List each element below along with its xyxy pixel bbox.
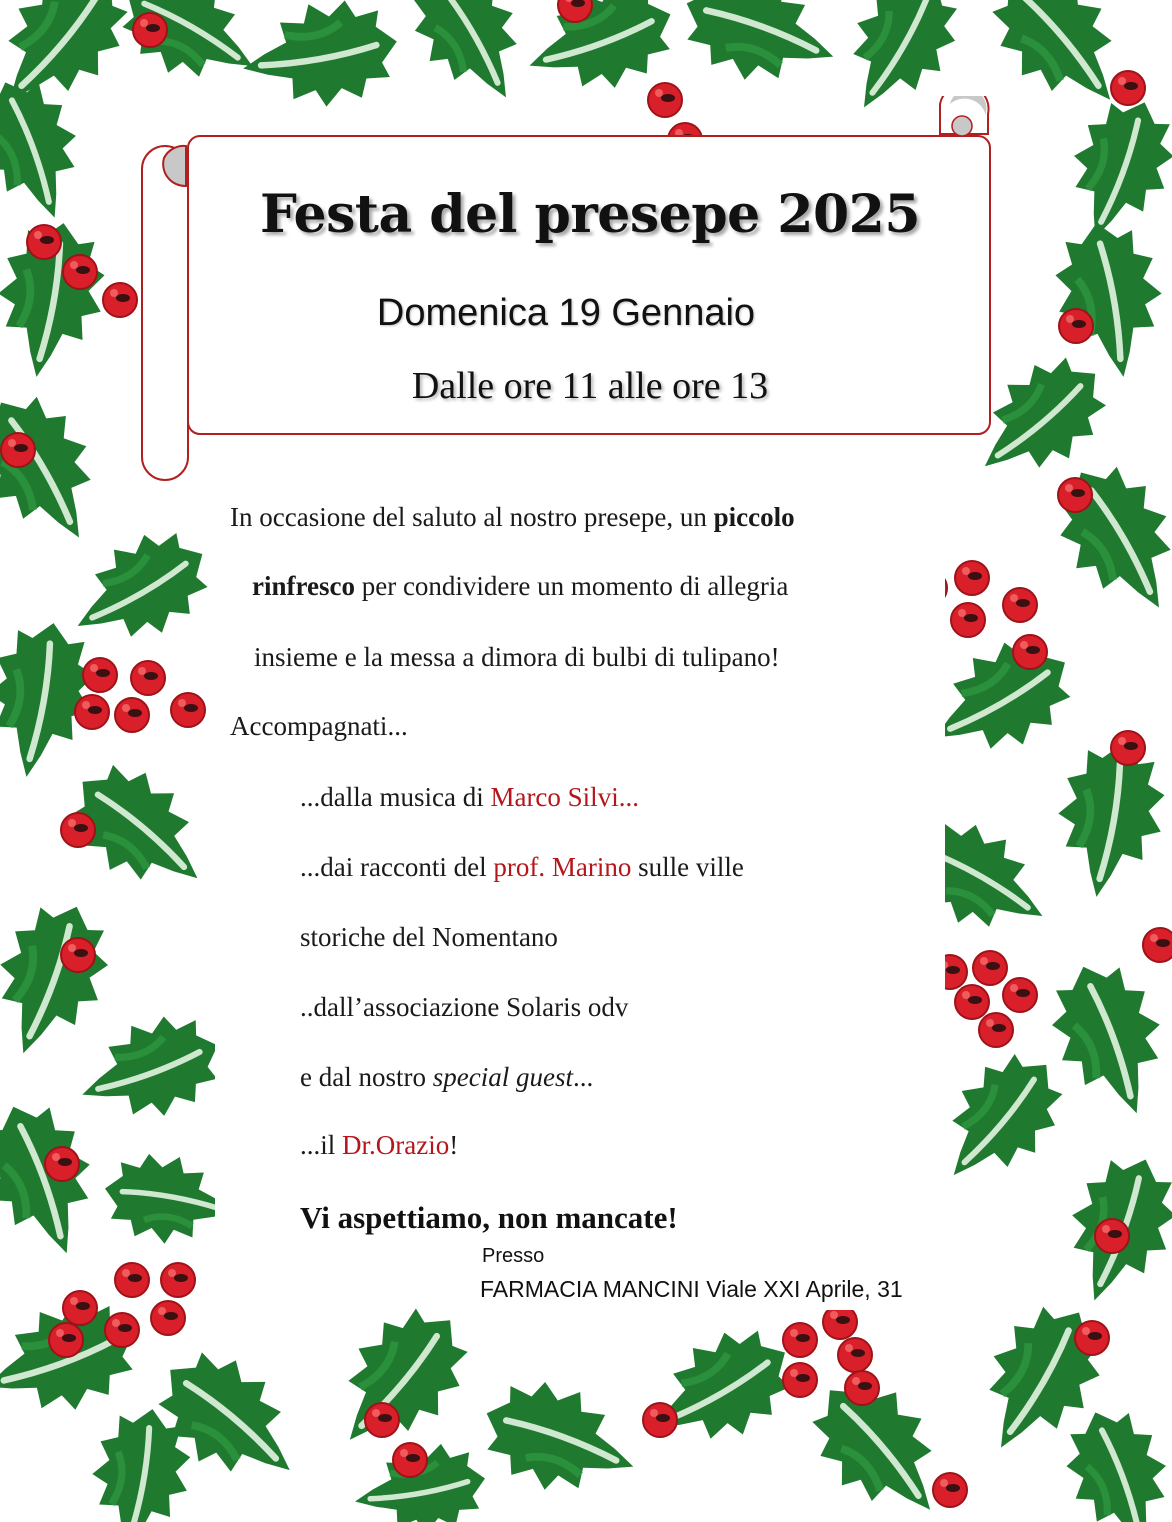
doctor-line bbox=[300, 1128, 458, 1162]
tales-text: storiche del Nomentano bbox=[300, 922, 558, 952]
tales-text: ...dai racconti del bbox=[300, 852, 494, 882]
intro-line-1 bbox=[230, 500, 795, 534]
guest-name: Dr.Orazio bbox=[342, 1130, 450, 1160]
guest-line bbox=[300, 1060, 593, 1094]
event-title: Festa del presepe 2025 bbox=[259, 184, 921, 245]
accompanied-text: Accompagnati... bbox=[230, 711, 408, 741]
event-hours: Dalle ore 11 alle ore 13 bbox=[411, 365, 769, 407]
event-date: Domenica 19 Gennaio bbox=[376, 292, 756, 334]
tales-line bbox=[300, 850, 744, 884]
intro-text: insieme e la messa a dimora di bulbi di tulipano! bbox=[254, 642, 780, 672]
special-guest-emphasis: special guest bbox=[432, 1062, 573, 1092]
music-line bbox=[300, 780, 639, 814]
intro-emphasis: piccolo bbox=[713, 502, 795, 532]
music-text: ...dalla musica di bbox=[300, 782, 491, 812]
location-label: Presso bbox=[482, 1245, 545, 1267]
speaker-name: prof. Marino bbox=[493, 852, 632, 882]
intro-text: In occasione del saluto al nostro presepe, un bbox=[230, 502, 714, 532]
association-text: ..dall’associazione Solaris odv bbox=[300, 992, 629, 1022]
tales-text: sulle ville bbox=[631, 852, 744, 882]
intro-emphasis: rinfresco bbox=[252, 571, 355, 601]
intro-text: per condividere un momento di allegria bbox=[354, 571, 789, 601]
association-line bbox=[300, 990, 628, 1024]
tales-line-2 bbox=[300, 920, 558, 954]
doctor-text: ...il bbox=[300, 1130, 343, 1160]
accompanied-heading bbox=[230, 709, 408, 743]
closing-message: Vi aspettiamo, non mancate! bbox=[300, 1200, 678, 1235]
location-address: FARMACIA MANCINI Viale XXI Aprile, 31 bbox=[480, 1276, 903, 1302]
guest-text: ... bbox=[572, 1062, 594, 1092]
intro-line-2 bbox=[252, 569, 788, 603]
musician-name: Marco Silvi... bbox=[490, 782, 639, 812]
doctor-text: ! bbox=[449, 1130, 459, 1160]
guest-text: e dal nostro bbox=[300, 1062, 433, 1092]
title-scroll-banner bbox=[140, 96, 992, 482]
intro-line-3 bbox=[254, 640, 780, 674]
